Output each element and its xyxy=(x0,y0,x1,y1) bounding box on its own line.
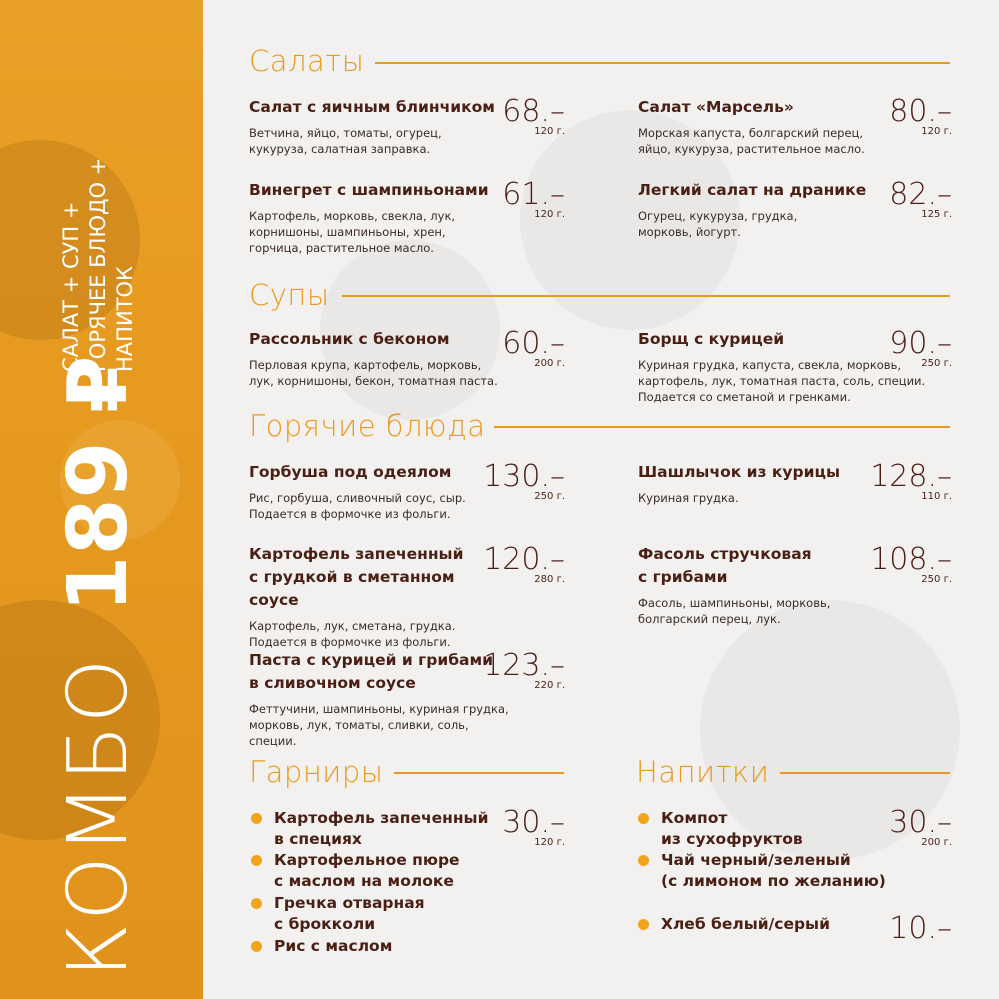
item-description: Фасоль, шампиньоны, морковь, болгарский перец, лук. xyxy=(638,596,831,626)
item-name: Винегрет с шампиньонами xyxy=(249,181,489,199)
menu-item xyxy=(249,328,509,389)
bullet-dot xyxy=(638,919,649,930)
bullet-dot xyxy=(638,855,649,866)
combo-title: КОМБО xyxy=(51,656,146,978)
combo-banner xyxy=(51,355,146,978)
item-price: 123.– xyxy=(483,648,565,683)
item-description: Феттучини, шампиньоны, куриная грудка, морковь, лук, томаты, сливки, соль, специи. xyxy=(249,702,509,748)
item-price: 60.– xyxy=(502,326,565,361)
list-item: Гречка отварная с брокколи xyxy=(251,893,501,935)
item-description: Картофель, лук, сметана, грудка. Подается в формочке из фольги. xyxy=(249,619,456,649)
item-weight: 120 г. xyxy=(534,126,565,137)
menu-item xyxy=(249,96,499,157)
section-divider xyxy=(342,295,950,297)
item-price: 120.– xyxy=(483,542,565,577)
drinks-weight: 200 г. xyxy=(921,837,952,848)
item-weight: 220 г. xyxy=(534,680,565,691)
item-weight: 250 г. xyxy=(534,491,565,502)
item-price: 130.– xyxy=(483,459,565,494)
garnish-weight: 120 г. xyxy=(534,837,565,848)
item-weight: 250 г. xyxy=(921,358,952,369)
item-price: 68.– xyxy=(502,94,565,129)
combo-subtitle-line: САЛАТ + СУП + xyxy=(59,201,83,372)
item-weight: 120 г. xyxy=(534,209,565,220)
section-divider xyxy=(494,426,950,428)
bullet-dot xyxy=(251,855,262,866)
section-divider xyxy=(375,62,950,64)
list-item: Рис с маслом xyxy=(251,936,501,957)
item-description: Картофель, морковь, свекла, лук, корнишоны, шампиньоны, хрен, горчица, растительное масло. xyxy=(249,209,456,255)
section-title-soups: Супы xyxy=(249,278,330,312)
item-weight: 280 г. xyxy=(534,574,565,585)
list-item: Картофель запеченный в специях xyxy=(251,808,501,850)
item-name: Фасоль стручковая с грибами xyxy=(638,545,812,586)
list-item: Картофельное пюре с маслом на молоке xyxy=(251,850,501,892)
combo-subtitle xyxy=(58,42,203,372)
bullet-dot xyxy=(251,898,262,909)
section-title-drinks: Напитки xyxy=(636,755,770,789)
item-name: Картофель запеченный с грудкой в сметанном соусе xyxy=(249,545,464,609)
list-item: Компот из сухофруктов xyxy=(638,808,888,850)
section-divider xyxy=(394,772,564,774)
item-price: 82.– xyxy=(889,177,952,212)
item-description: Ветчина, яйцо, томаты, огурец, кукуруза, салатная заправка. xyxy=(249,126,442,156)
menu-item xyxy=(249,179,499,256)
bullet-dot xyxy=(251,813,262,824)
item-description: Морская капуста, болгарский перец, яйцо, кукурузa, растительное масло. xyxy=(638,126,865,156)
item-price: 80.– xyxy=(889,94,952,129)
item-weight: 120 г. xyxy=(921,126,952,137)
list-item: Хлеб белый/серый xyxy=(638,914,888,935)
item-weight: 250 г. xyxy=(921,574,952,585)
garnish-price: 30.– xyxy=(502,805,565,840)
item-description: Куриная грудка, капуста, свекла, морковь, картофель, лук, томатная паста, соль, специи. Подается со сметаной и гренками. xyxy=(638,358,926,404)
item-name: Салат «Марсель» xyxy=(638,98,794,116)
item-name: Шашлычок из курицы xyxy=(638,463,840,481)
section-title-hot: Горячие блюда xyxy=(249,409,486,443)
bullet-dot xyxy=(638,813,649,824)
section-divider xyxy=(780,772,950,774)
item-weight: 200 г. xyxy=(534,358,565,369)
section-title-salads: Салаты xyxy=(249,44,365,78)
item-price: 61.– xyxy=(502,177,565,212)
item-name: Горбуша под одеялом xyxy=(249,463,452,481)
drinks-price: 30.– xyxy=(889,805,952,840)
bullet-dot xyxy=(251,941,262,952)
list-item: Чай черный/зеленый (с лимоном по желанию) xyxy=(638,850,908,892)
item-price: 90.– xyxy=(889,326,952,361)
menu-item xyxy=(638,179,888,240)
item-description: Куриная грудка. xyxy=(638,491,739,505)
combo-price: 189 ₽ xyxy=(51,355,146,613)
item-price: 128.– xyxy=(870,459,952,494)
menu-item xyxy=(638,96,888,157)
item-name: Паста с курицей и грибами в сливочном соусе xyxy=(249,651,494,692)
item-name: Легкий салат на дранике xyxy=(638,181,867,199)
item-name: Борщ с курицей xyxy=(638,330,785,348)
item-price: 108.– xyxy=(870,542,952,577)
item-description: Перловая крупа, картофель, морковь, лук, корнишоны, бекон, томатная паста. xyxy=(249,358,498,388)
combo-sidebar xyxy=(0,0,203,999)
section-title-garnish: Гарниры xyxy=(249,755,384,789)
combo-subtitle-line: НАПИТОК xyxy=(113,266,137,372)
item-weight: 125 г. xyxy=(921,209,952,220)
item-description: Огурец, кукуруза, грудка, морковь, йогурт. xyxy=(638,209,798,239)
bread-price: 10.– xyxy=(889,911,952,946)
item-weight: 110 г. xyxy=(921,491,952,502)
combo-subtitle-line: ГОРЯЧЕЕ БЛЮДО + xyxy=(86,157,110,372)
item-name: Рассольник с беконом xyxy=(249,330,450,348)
item-description: Рис, горбуша, сливочный соус, сыр. Подается в формочке из фольги. xyxy=(249,491,466,521)
item-name: Салат с яичным блинчиком xyxy=(249,98,495,116)
